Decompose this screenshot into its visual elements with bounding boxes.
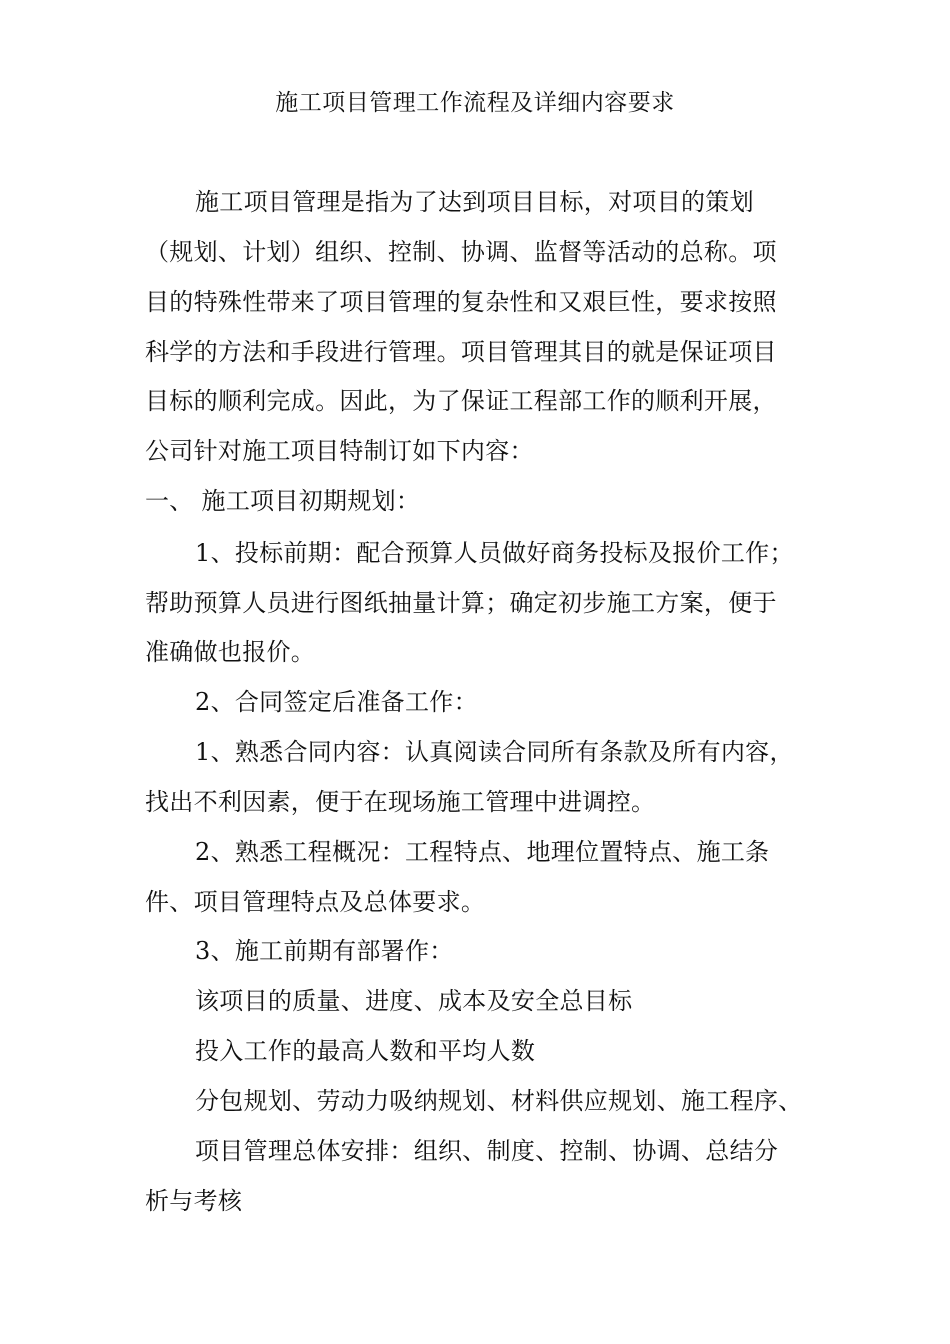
list-item: 2、合同签定后准备工作： [195,688,478,716]
paragraph-line: 帮助预算人员进行图纸抽量计算；确定初步施工方案，便于 [145,589,777,617]
document-title: 施工项目管理工作流程及详细内容要求 [275,90,675,116]
paragraph-line: 件、项目管理特点及总体要求。 [145,888,486,916]
list-item: 该项目的质量、进度、成本及安全总目标 [195,987,633,1015]
paragraph-line: 施工项目管理是指为了达到项目目标，对项目的策划 [195,188,754,216]
list-item: 投入工作的最高人数和平均人数 [195,1037,536,1065]
section-heading: 一、 施工项目初期规划： [145,487,421,515]
list-item: 1、熟悉合同内容：认真阅读合同所有条款及所有内容， [195,738,794,766]
paragraph-line: 析与考核 [145,1187,243,1215]
paragraph-line: 目标的顺利完成。因此，为了保证工程部工作的顺利开展， [145,387,777,415]
paragraph-line: 准确做也报价。 [145,638,316,666]
list-item: 1、投标前期：配合预算人员做好商务投标及报价工作； [195,539,794,567]
paragraph-line: 目的特殊性带来了项目管理的复杂性和又艰巨性，要求按照 [145,288,777,316]
list-item: 2、熟悉工程概况：工程特点、地理位置特点、施工条 [195,838,770,866]
paragraph-line: 找出不利因素，便于在现场施工管理中进调控。 [145,788,656,816]
list-item: 项目管理总体安排：组织、制度、控制、协调、总结分 [195,1137,779,1165]
paragraph-line: 科学的方法和手段进行管理。项目管理其目的就是保证项目 [145,338,777,366]
paragraph-line: （规划、计划）组织、控制、协调、监督等活动的总称。项 [145,238,777,266]
list-item: 分包规划、劳动力吸纳规划、材料供应规划、施工程序、 [195,1087,803,1115]
list-item: 3、施工前期有部署作： [195,937,454,965]
paragraph-line: 公司针对施工项目特制订如下内容： [145,437,534,465]
